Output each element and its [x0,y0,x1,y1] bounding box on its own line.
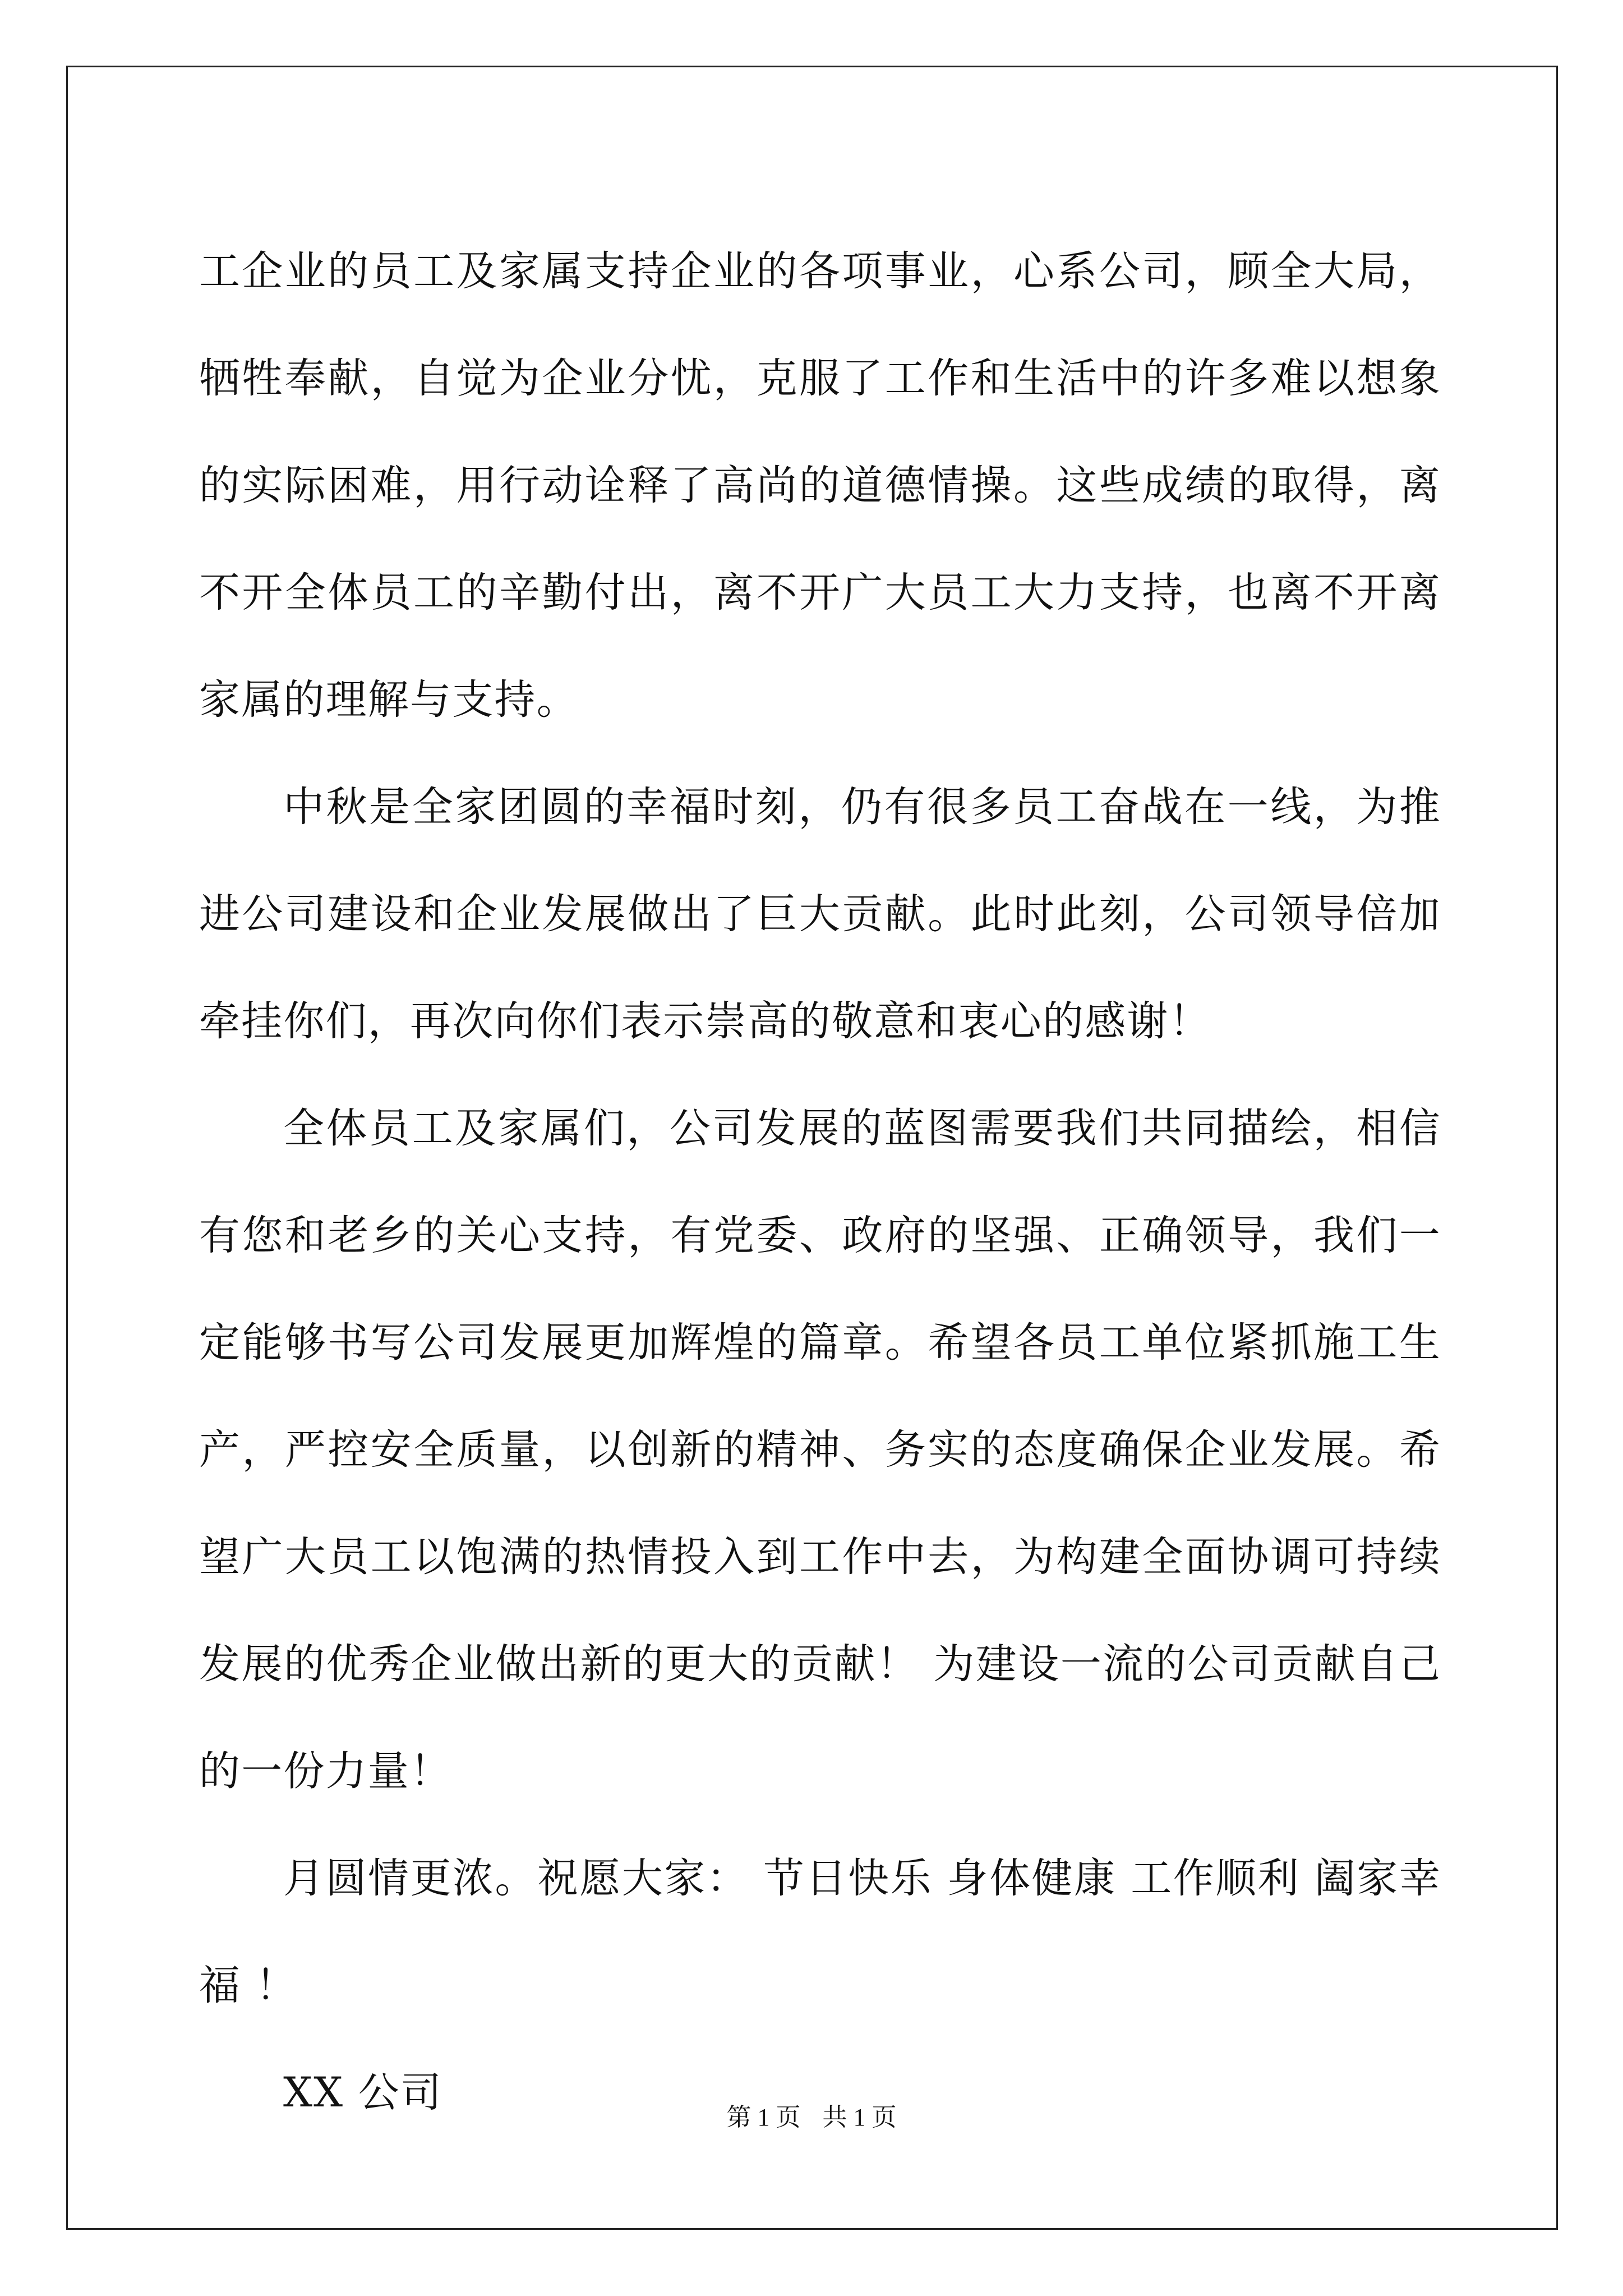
document-body [199,218,1441,2146]
paragraph-4: 月圆情更浓。祝愿大家： 节日快乐 身体健康 工作顺利 阖家幸福 ！ [199,1855,1441,2009]
page-number-total: 共 1 页 [822,2104,897,2131]
page-footer [0,2097,1623,2133]
page-number-current: 第 1 页 [726,2104,801,2131]
paragraph-1: 工企业的员工及家属支持企业的各项事业，心系公司，顾全大局，牺牲奉献，自觉为企业分忧，克服了工作和生活中的许多难以想象的实际困难，用行动诠释了高尚的道德情操。这些成绩的取得，离不开全体员工的辛勤付出，离不开广大员工大力支持，也离不开离家属的理解与支持。 [199,247,1441,724]
signature-company: XX 公司 [283,2069,443,2116]
paragraph-3: 全体员工及家属们，公司发展的蓝图需要我们共同描绘，相信有您和老乡的关心支持，有党委、政府的坚强、正确领导，我们一定能够书写公司发展更加辉煌的篇章。希望各员工单位紧抓施工生产，严控安全质量，以创新的精神、务实的态度确保企业发展。希望广大员工以饱满的热情投入到工作中去，为构建全面协调可持续发展的优秀企业做出新的更大的贡献！ 为建设一流的公司贡献自己的一份力量！ [199,1105,1441,1795]
paragraph-2: 中秋是全家团圆的幸福时刻，仍有很多员工奋战在一线，为推进公司建设和企业发展做出了巨大贡献。此时此刻，公司领导倍加牵挂你们，再次向你们表示崇高的敬意和衷心的感谢！ [199,783,1441,1045]
